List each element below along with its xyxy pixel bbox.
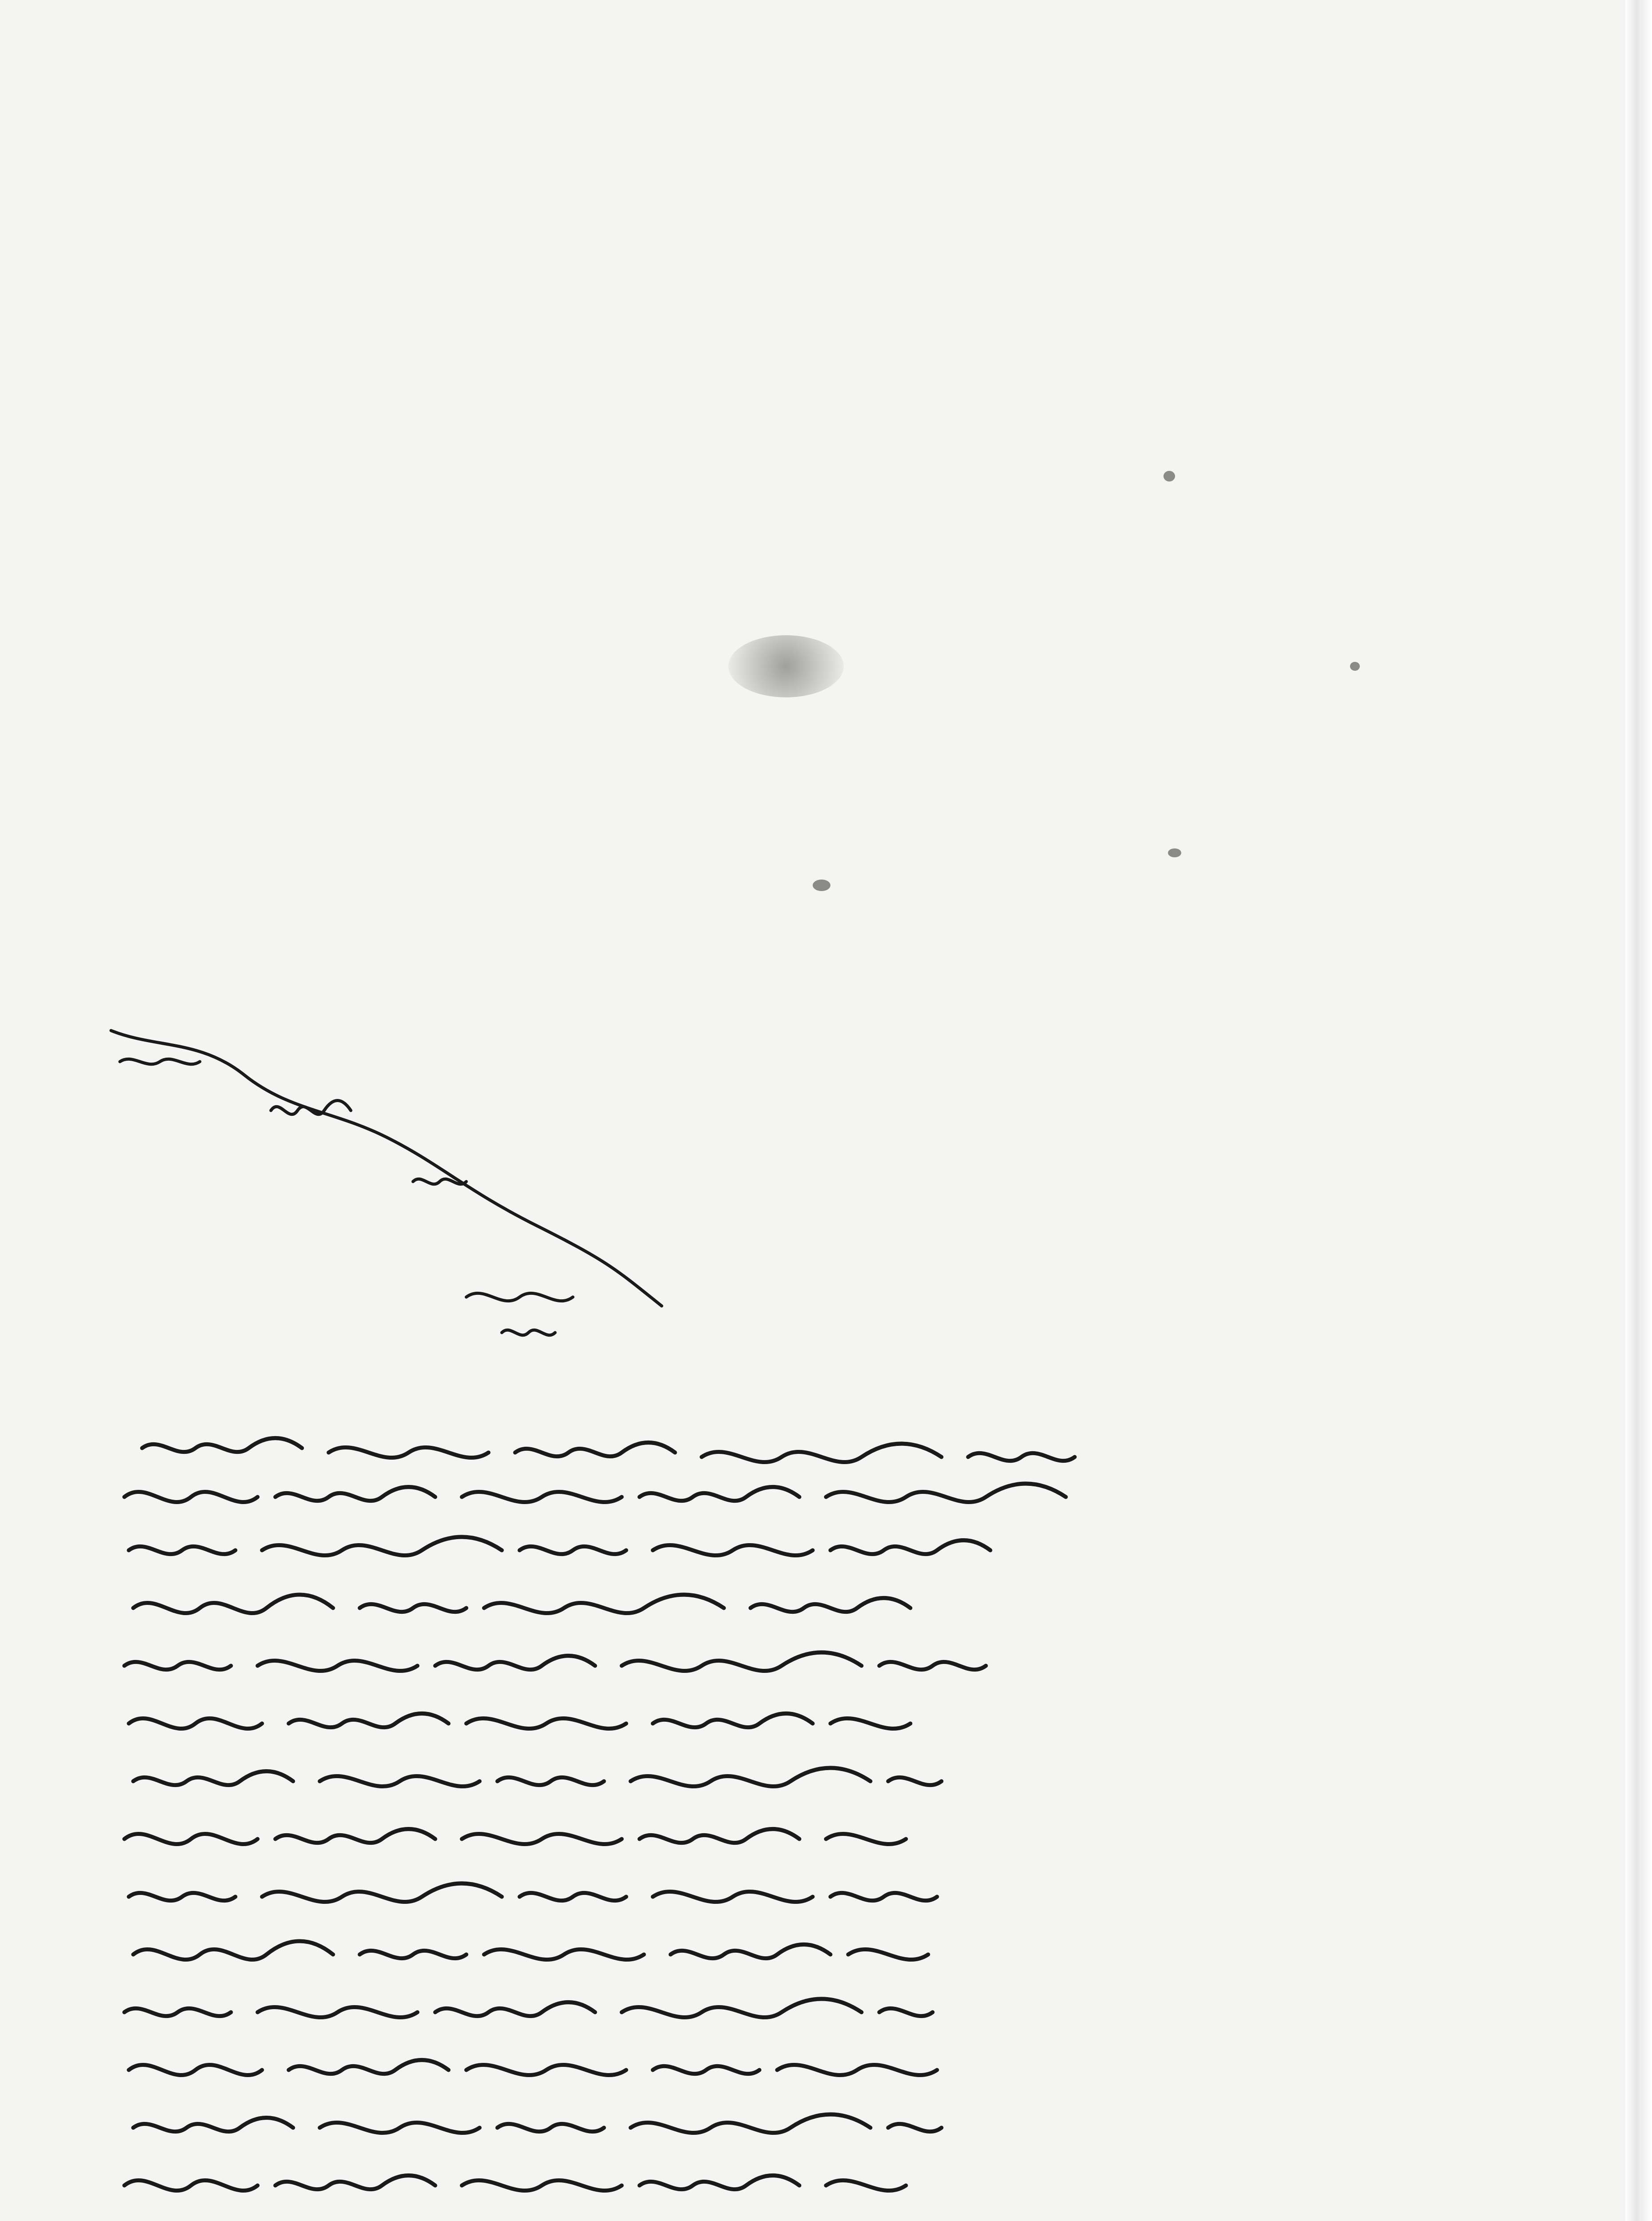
page-edge [1625, 0, 1652, 2221]
ink-speck [1164, 471, 1175, 482]
paper-stain [728, 635, 844, 697]
ink-speck [1350, 662, 1360, 671]
marginal-note [102, 1022, 679, 1377]
ink-speck [813, 880, 830, 891]
handwritten-body [115, 1430, 1563, 2221]
ink-speck [1168, 848, 1181, 857]
